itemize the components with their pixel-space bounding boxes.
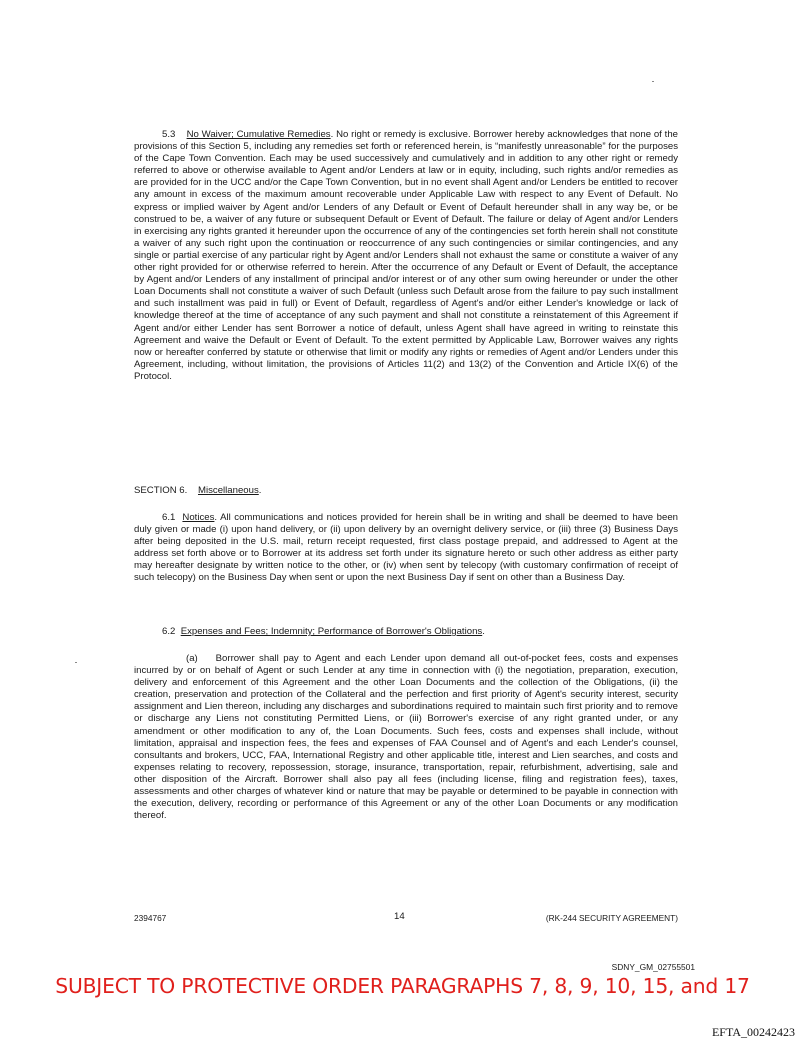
- scan-speck: [652, 81, 654, 82]
- section-6-2-a-label: (a): [186, 653, 198, 664]
- section-6-1-number: 6.1: [162, 512, 176, 523]
- section-6-1-paragraph: [134, 512, 678, 585]
- footer-page-number: 14: [394, 911, 405, 922]
- section-6-label: SECTION 6.: [134, 485, 188, 496]
- section-5-3-body: . No right or remedy is exclusive. Borrower hereby acknowledges that none of the provisions of this Section 5, including any remedies set forth or referenced herein, is “manifestly unreasonable” for the purposes of the Cape Town Convention. Each may be used successively and cumulatively and in addition to any other right or remedy referred to above or otherwise available to Agent and/or Lenders at law or in equity, including, such rights and/or remedies as are provided for in the UCC and/or the Cape Town Convention, but in no event shall Agent and/or Lenders be entitled to recover any amount in excess of the maximum amount recoverable under Applicable Law with respect to any Event of Default. No express or implied waiver by Agent and/or Lenders of any Default or Event of Default hereunder shall in any way be, or be construed to be, a waiver of any future or subsequent Default or Event of Default. The failure or delay of Agent and/or Lenders in exercising any rights granted it hereunder upon the occurrence of any of the contingencies set forth herein shall not constitute a waiver of any such right upon the continuation or reoccurrence of any such contingencies or similar contingencies, and any single or partial exercise of any particular right by Agent and/or Lenders shall not exhaust the same or constitute a waiver of any other right provided for or otherwise referred to herein. After the occurrence of any Default or Event of Default, the acceptance by Agent and/or Lenders of any installment of principal and/or interest or of any other sum owing hereunder or under the other Loan Documents shall not constitute a waiver of such Default (unless such Default arose from the failure to pay such installment and such installment was paid in full) or Event of Default, regardless of Agent's and/or either Lender's knowledge or lack of knowledge thereof at the time of acceptance of any such payment and shall not constitute a reinstatement of this Agreement if Agent and/or either Lender has sent Borrower a notice of default, unless Agent shall have agreed in writing to reinstate this Agreement and waive the Default or Event of Default. To the extent permitted by Applicable Law, Borrower waives any rights now or hereafter conferred by statute or otherwise that limit or modify any rights or remedies of Agent and/or Lenders under this Agreement, including, without limitation, the provisions of Articles 11(2) and 13(2) of the Convention and Article IX(6) of the Protocol.: [134, 129, 678, 382]
- section-6-2-number: 6.2: [162, 626, 176, 637]
- section-5-3: [134, 129, 678, 383]
- bates-number: SDNY_GM_02755501: [611, 962, 695, 972]
- protective-order-banner: SUBJECT TO PROTECTIVE ORDER PARAGRAPHS 7, 8, 9, 10, 15, and 17: [55, 974, 750, 998]
- section-6-2-a-paragraph: [134, 653, 678, 822]
- section-6-1-body: . All communications and notices provided for herein shall be in writing and shall be deemed to have been duly given or made (i) upon hand delivery, or (ii) upon delivery by an overnight delivery service, or (iii) three (3) Business Days after being deposited in the U.S. mail, return receipt requested, first class postage prepaid, and addressed to Agent at the address set forth above or to Borrower at its address set forth under its signature hereto or such other address as either party may hereafter designate by written notice to the other, or (iv) when sent by telecopy (with customary confirmation of receipt of such telecopy) on the Business Day when sent or upon the next Business Day if sent on other than a Business Day.: [134, 512, 678, 584]
- scan-speck: [75, 662, 77, 663]
- efta-number: EFTA_00242423: [711, 1025, 795, 1039]
- section-6-1-title: Notices: [182, 512, 215, 523]
- section-5-3-number: 5.3: [162, 129, 176, 140]
- section-6-2-a-body: Borrower shall pay to Agent and each Lender upon demand all out-of-pocket fees, costs and expenses incurred by or on behalf of Agent or such Lender at any time in connection with (i) the negotiation, preparation, execution, delivery and enforcement of this Agreement and the other Loan Documents and the collection of the Obligations, (ii) the creation, preservation and protection of the Collateral and the perfection and first priority of Agent's security interest, security assignment and Lien thereon, including any discharges and subordinations required to maintain such first priority and to remove or discharge any Liens not constituting Permitted Liens, or (iii) Borrower's exercise of any right granted under, or any amendment or other modification to any of, the Loan Documents. Such fees, costs and expenses shall include, without limitation, appraisal and inspection fees, the fees and expenses of FAA Counsel and of Agent's and each Lender's counsel, consultants and brokers, UCC, FAA, International Registry and other applicable title, interest and Lien searches, and costs and expenses relating to recovery, repossession, storage, insurance, transportation, repair, refurbishment, advertising, sale and other disposition of the Aircraft. Borrower shall also pay all fees (including license, filing and registration fees), taxes, assessments and other charges of whatever kind or nature that may be payable or determined to be payable in connection with the execution, delivery, recording or performance of this Agreement or any of the other Loan Documents or any modification thereof.: [134, 653, 678, 822]
- section-6-2-title: Expenses and Fees; Indemnity; Performance of Borrower's Obligations: [180, 626, 483, 637]
- section-6-heading: SECTION 6. Miscellaneous.: [134, 485, 262, 496]
- section-6-2-heading: 6.2 Expenses and Fees; Indemnity; Performance of Borrower's Obligations.: [162, 626, 485, 637]
- footer-doc-number: 2394767: [134, 913, 167, 923]
- section-5-3-title: No Waiver; Cumulative Remedies: [186, 129, 331, 140]
- section-6-2-a: [134, 653, 678, 822]
- footer-doc-title: (RK-244 SECURITY AGREEMENT): [545, 913, 678, 923]
- section-5-3-paragraph: [134, 129, 678, 383]
- section-6-title: Miscellaneous: [197, 485, 259, 496]
- section-6-1: [134, 512, 678, 585]
